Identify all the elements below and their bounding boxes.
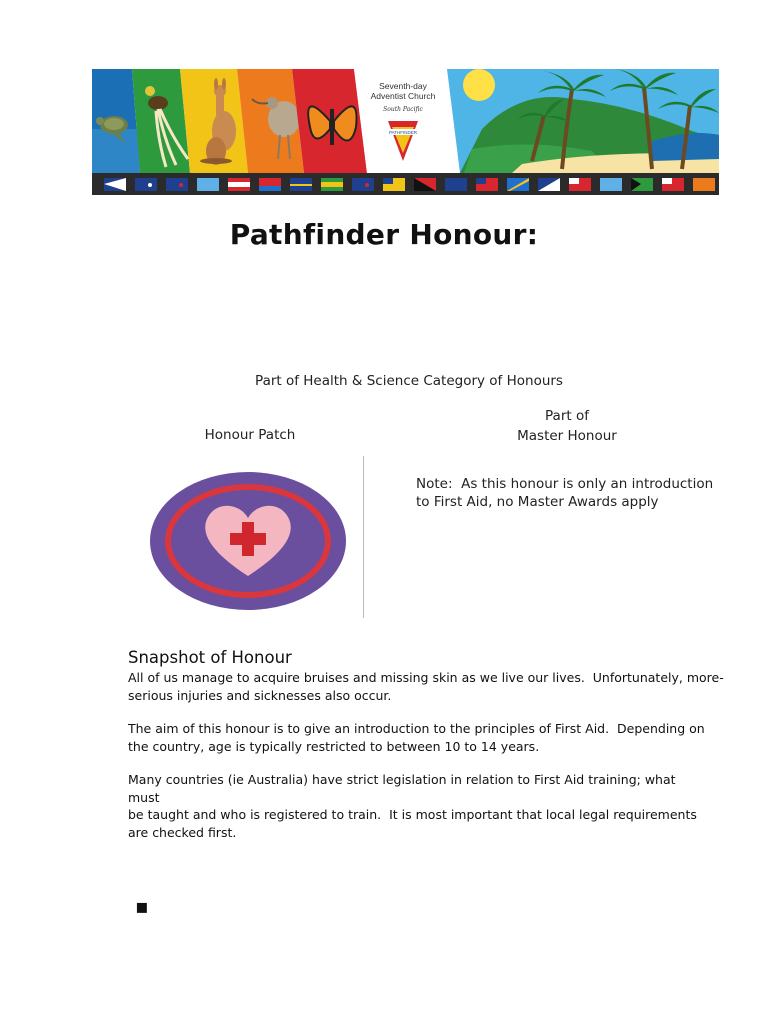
note-line-1: Note: As this honour is only an introduction xyxy=(416,476,714,492)
master-honour-block xyxy=(497,406,637,446)
header-banner xyxy=(92,69,719,195)
logo-script: South Pacific xyxy=(383,106,423,113)
paragraph-line: are checked first. xyxy=(128,824,237,840)
paragraph-line: serious injuries and sicknesses also occur. xyxy=(128,687,392,703)
paragraph-line: All of us manage to acquire bruises and missing skin as we live our lives. Unfortunately, more- xyxy=(128,670,724,685)
paragraph-line: the country, age is typically restricted to between 10 to 14 years. xyxy=(128,738,540,754)
banner-illustration xyxy=(92,69,719,195)
logo-emblem-text: PATHFINDER xyxy=(388,130,418,135)
note-text xyxy=(416,475,726,511)
page-title: Pathfinder Honour: xyxy=(229,218,539,251)
column-divider xyxy=(363,456,364,618)
paragraph-line: The aim of this honour is to give an introduction to the principles of First Aid. Depending on xyxy=(128,721,705,736)
logo-line1: Seventh-day xyxy=(379,81,427,91)
part-of-label: Part of xyxy=(545,408,589,424)
note-line-2: to First Aid, no Master Awards apply xyxy=(416,494,659,510)
honour-patch-label: Honour Patch xyxy=(204,427,296,443)
paragraph-line: Many countries (ie Australia) have strict legislation in relation to First Aid training; what must xyxy=(128,772,676,805)
category-text: Part of Health & Science Category of Honours xyxy=(255,373,563,389)
bullet-marker: ▪ xyxy=(135,894,149,918)
snapshot-heading: Snapshot of Honour xyxy=(128,648,292,667)
logo-line2: Adventist Church xyxy=(370,91,436,101)
paragraph-line: be taught and who is registered to train. It is most important that local legal requirements xyxy=(128,807,697,822)
snapshot-paragraph-1 xyxy=(128,669,724,704)
snapshot-paragraph-2 xyxy=(128,720,705,755)
snapshot-paragraph-3 xyxy=(128,771,700,841)
honour-patch-image xyxy=(148,470,348,612)
master-honour-label: Master Honour xyxy=(517,428,617,444)
